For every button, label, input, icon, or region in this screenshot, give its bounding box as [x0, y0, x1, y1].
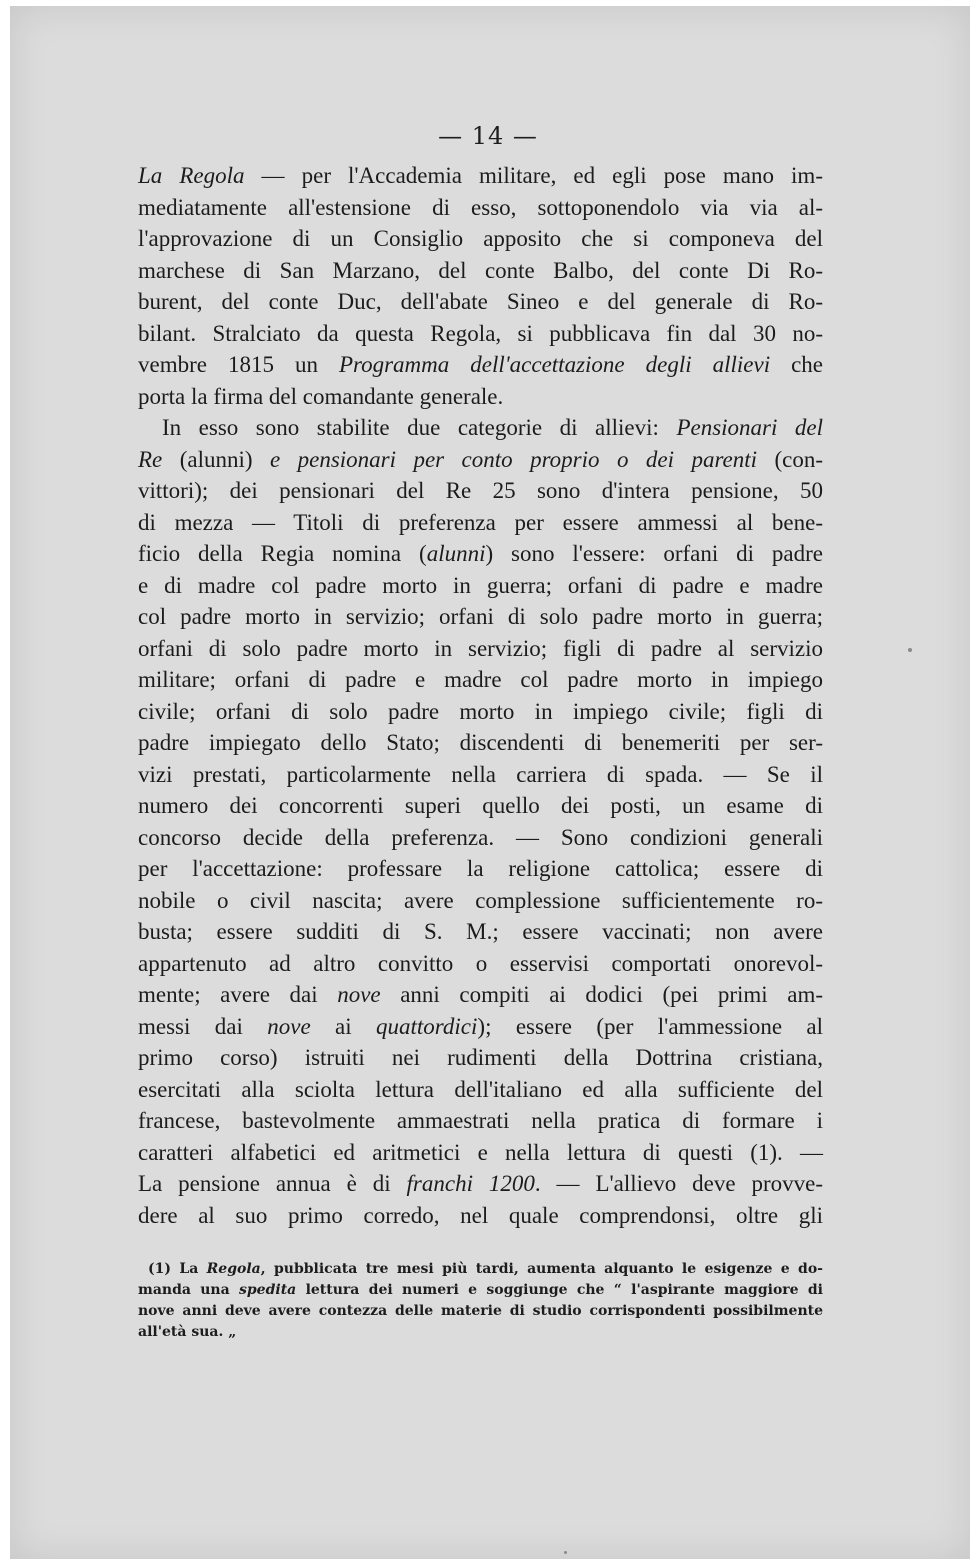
text-line: La Regola — per l'Accademia militare, ed egli pose mano im- [138, 163, 823, 188]
text-line: marchese di San Marzano, del conte Balbo, del conte Di Ro- [138, 257, 823, 283]
italic-text: spedita [239, 1282, 297, 1298]
text-line: La pensione annua è di franchi 1200. — L'allievo deve provve- [138, 1171, 823, 1196]
text-line: di mezza — Titoli di preferenza per essere ammessi al bene- [138, 509, 823, 535]
text-line: numero dei concorrenti superi quello dei posti, un esame di [138, 793, 823, 818]
italic-text: Pensionari del [676, 415, 823, 440]
text-line: appartenuto ad altro convitto o esservisi comportati onorevol- [138, 950, 823, 976]
text-line: civile; orfani di solo padre morto in impiego civile; figli di [138, 698, 823, 724]
text-line: busta; essere sudditi di S. M.; essere vaccinati; non avere [138, 919, 823, 944]
footnote-line: nove anni deve avere contezza delle materie di studio corrispondenti possibilmente [138, 1303, 823, 1319]
italic-text: e pensionari per conto proprio o dei parenti [269, 446, 758, 472]
text-line: militare; orfani di padre e madre col padre morto in impiego [138, 667, 823, 692]
text-line: ficio della Regia nomina (alunni) sono l'essere: orfani di padre [138, 541, 823, 566]
text-line: primo corso) istruiti nei rudimenti della Dottrina cristiana, [138, 1045, 823, 1070]
text-line: col padre morto in servizio; orfani di solo padre morto in guerra; [138, 604, 823, 629]
text-line: mediatamente all'estensione di esso, sottoponendolo via via al- [138, 194, 823, 220]
footnote-line: manda una spedita lettura dei numeri e soggiunge che “ l'aspirante maggiore di [138, 1282, 823, 1298]
italic-text: nove [337, 982, 381, 1007]
italic-text: alunni [426, 541, 486, 566]
text-line: Re (alunni) e pensionari per conto proprio o dei parenti (con- [138, 446, 824, 472]
text-line: caratteri alfabetici ed aritmetici e nella lettura di questi (1). — [138, 1139, 823, 1165]
text-line: dere al suo primo corredo, nel quale comprendonsi, oltre gli [138, 1202, 823, 1228]
scan-speck [908, 648, 912, 652]
footnote [138, 1259, 823, 1343]
text-line: e di madre col padre morto in guerra; orfani di padre e madre [138, 572, 823, 598]
text-line: per l'accettazione: professare la religione cattolica; essere di [138, 856, 823, 881]
body-text [138, 160, 823, 1231]
text-line: bilant. Stralciato da questa Regola, si pubblicava fin dal 30 no- [138, 320, 823, 346]
text-line: nobile o civil nascita; avere complessione sufficientemente ro- [138, 887, 823, 913]
text-line: concorso decide della preferenza. — Sono condizioni generali [138, 824, 823, 850]
italic-text: franchi 1200 [406, 1171, 535, 1196]
text-line: vittori); dei pensionari del Re 25 sono d'intera pensione, 50 [138, 478, 823, 503]
italic-text: Regola [206, 1261, 261, 1277]
footnote-line: all'età sua. „ [138, 1324, 237, 1340]
footnote-line: (1) La Regola, pubblicata tre mesi più tardi, aumenta alquanto le esigenze e do- [148, 1261, 823, 1277]
scan-speck [564, 1551, 567, 1554]
italic-text: Programma dell'accettazione degli allievi [338, 352, 771, 377]
text-line: orfani di solo padre morto in servizio; figli di padre al servizio [138, 635, 823, 661]
italic-text: nove [267, 1013, 311, 1039]
italic-text: La Regola [138, 163, 245, 188]
text-line: vizi prestati, particolarmente nella carriera di spada. — Se il [138, 761, 823, 787]
italic-text: Re [138, 446, 163, 472]
text-line: porta la firma del comandante generale. [138, 383, 504, 409]
text-line: padre impiegato dello Stato; discendenti di benemeriti per ser- [138, 730, 823, 755]
text-line: francese, bastevolmente ammaestrati nella pratica di formare i [138, 1108, 823, 1133]
text-line: In esso sono stabilite due categorie di allievi: Pensionari del [162, 415, 823, 440]
italic-text: quattordici [376, 1013, 478, 1039]
text-line: messi dai nove ai quattordici); essere (per l'ammessione al [138, 1013, 823, 1039]
page-number: — 14 — [438, 122, 538, 150]
text-line: l'approvazione di un Consiglio apposito che si componeva del [138, 226, 823, 251]
text-line: esercitati alla sciolta lettura dell'italiano ed alla sufficiente del [138, 1076, 823, 1102]
text-line: burent, del conte Duc, dell'abate Sineo e del generale di Ro- [138, 289, 823, 314]
text-line: mente; avere dai nove anni compiti ai dodici (pei primi am- [138, 982, 823, 1007]
text-line: vembre 1815 un Programma dell'accettazione degli allievi che [138, 352, 824, 377]
